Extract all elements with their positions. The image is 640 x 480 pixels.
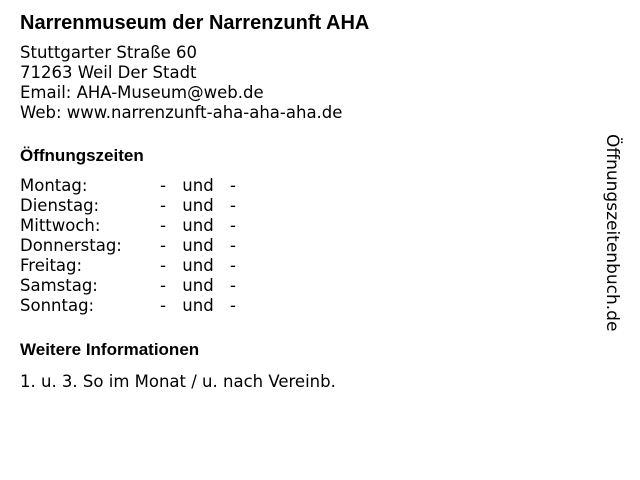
- hours-row-monday: [20, 176, 246, 196]
- hours-open: -: [160, 276, 166, 295]
- hours-open: -: [160, 256, 166, 275]
- hours-row-sunday: [20, 296, 246, 316]
- hours-und: und: [182, 236, 214, 255]
- hours-open: -: [160, 296, 166, 315]
- opening-hours-table: [20, 176, 246, 316]
- hours-day: Freitag:: [20, 256, 83, 275]
- address-block: [20, 43, 600, 123]
- further-info-heading: Weitere Informationen: [20, 340, 200, 359]
- hours-open: -: [160, 216, 166, 235]
- hours-und: und: [182, 296, 214, 315]
- hours-open: -: [160, 236, 166, 255]
- hours-und: und: [182, 216, 214, 235]
- hours-open: -: [160, 176, 166, 195]
- hours-close: -: [230, 176, 236, 195]
- hours-row-wednesday: [20, 216, 246, 236]
- hours-close: -: [230, 216, 236, 235]
- address-web: Web: www.narrenzunft-aha-aha-aha.de: [20, 103, 343, 122]
- address-street: Stuttgarter Straße 60: [20, 43, 197, 62]
- address-city: 71263 Weil Der Stadt: [20, 63, 197, 82]
- hours-row-thursday: [20, 236, 246, 256]
- page-title: Narrenmuseum der Narrenzunft AHA: [20, 12, 370, 34]
- hours-close: -: [230, 196, 236, 215]
- further-info-text: 1. u. 3. So im Monat / u. nach Vereinb.: [20, 372, 336, 391]
- hours-close: -: [230, 276, 236, 295]
- site-watermark: Öffnungszeitenbuch.de: [602, 134, 622, 332]
- hours-row-saturday: [20, 276, 246, 296]
- hours-day: Sonntag:: [20, 296, 95, 315]
- hours-close: -: [230, 296, 236, 315]
- museum-card: [20, 10, 600, 392]
- hours-und: und: [182, 276, 214, 295]
- address-email: Email: AHA-Museum@web.de: [20, 83, 264, 102]
- hours-row-friday: [20, 256, 246, 276]
- opening-hours-heading: Öffnungszeiten: [20, 146, 144, 165]
- hours-day: Mittwoch:: [20, 216, 101, 235]
- hours-day: Montag:: [20, 176, 88, 195]
- hours-close: -: [230, 256, 236, 275]
- hours-day: Dienstag:: [20, 196, 100, 215]
- hours-und: und: [182, 196, 214, 215]
- hours-und: und: [182, 256, 214, 275]
- hours-day: Donnerstag:: [20, 236, 122, 255]
- hours-row-tuesday: [20, 196, 246, 216]
- hours-day: Samstag:: [20, 276, 98, 295]
- hours-open: -: [160, 196, 166, 215]
- hours-close: -: [230, 236, 236, 255]
- hours-und: und: [182, 176, 214, 195]
